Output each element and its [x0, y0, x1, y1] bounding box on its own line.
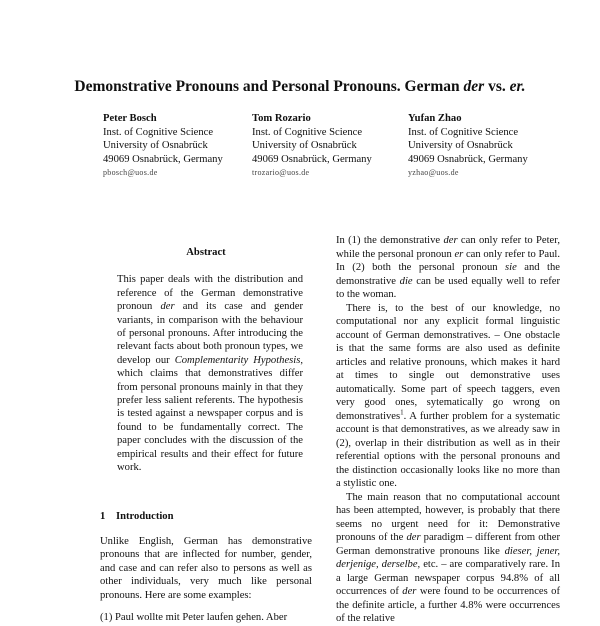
author-name: Tom Rozario [252, 113, 311, 124]
author-university: University of Osnabrück [408, 140, 513, 151]
left-column [100, 246, 312, 624]
introduction-body: Unlike English, German has demonstrative pronouns that are inflected for number, gender, and case and can refer also to persons as well as other individuals, very much like personal pronouns. Here are some examples: [100, 535, 312, 601]
author-university: University of Osnabrück [103, 140, 208, 151]
author-address: 49069 Osnabrück, Germany [408, 153, 528, 165]
paragraph: There is, to the best of our knowledge, no computational nor any explicit formal linguistic account of German demonstratives. – One obstacle is that the same forms are also used as definite articles and relative pronouns, which makes it hard at times to single out demonstrative uses automatically. Some part of speech taggers, even very good ones, sytematically go wrong on demonstratives$^1$. A further problem for a systematic account is that demonstratives, as we already saw in (2), overlap in their distribution as well as in their referential options with the personal pronouns and the distinction occasionally looks like no more than a stylistic one. [336, 302, 560, 489]
author-email: pbosch@uos.de [103, 168, 158, 177]
author-2 [252, 112, 412, 180]
paper-title: Demonstrative Pronouns and Personal Pronouns. German der vs. er. [74, 78, 526, 95]
abstract-heading: Abstract [186, 247, 226, 258]
author-university: University of Osnabrück [252, 140, 357, 151]
paragraph: The main reason that no computational account has been attempted, however, is probably that there seems no urgent need for it: Demonstrative pronouns of the der paradigm – different from other German demonstrative pronouns like dieser, jener, derjenige, derselbe, etc. – are comparatively rare. In a large German newspaper corpus 94.8% of all occurrences of der were found to be occurrences of the definite article, a further 4.8% were occurrences of the relative [336, 491, 560, 624]
author-address: 49069 Osnabrück, Germany [252, 153, 372, 165]
author-1 [103, 112, 263, 180]
example-1: (1) Paul wollte mit Peter laufen gehen. Aber [100, 611, 288, 623]
author-institute: Inst. of Cognitive Science [103, 126, 214, 138]
author-3 [408, 112, 568, 180]
section-heading-introduction: 1 Introduction [100, 510, 174, 522]
author-name: Peter Bosch [103, 113, 157, 124]
author-name: Yufan Zhao [408, 113, 462, 124]
author-email: trozario@uos.de [252, 168, 310, 177]
author-institute: Inst. of Cognitive Science [408, 126, 519, 138]
author-email: yzhao@uos.de [408, 168, 459, 177]
right-column [336, 234, 560, 626]
abstract-body: This paper deals with the distribution and reference of the German demonstrative pronoun der and its case and gender variants, in comparison with the behaviour of personal pronouns. After introducing the relevant facts about both pronoun types, we develop our Complementarity Hypothesis, which claims that demonstratives differ from personal pronouns mainly in that they prefer less salient referents. The hypothesis is tested against a newspaper corpus and is found to be fundamentally correct. The paper concludes with the discussion of the empirical results and their effect for future work. [117, 274, 303, 474]
author-address: 49069 Osnabrück, Germany [103, 153, 223, 165]
paragraph: In (1) the demonstrative der can only refer to Peter, while the personal pronoun er can only refer to Paul. In (2) both the personal pronoun sie and the demonstrative die can be used equally well to refer to the woman. [336, 235, 561, 300]
footnote-marker[interactable]: 1 [400, 407, 404, 416]
author-institute: Inst. of Cognitive Science [252, 126, 363, 138]
